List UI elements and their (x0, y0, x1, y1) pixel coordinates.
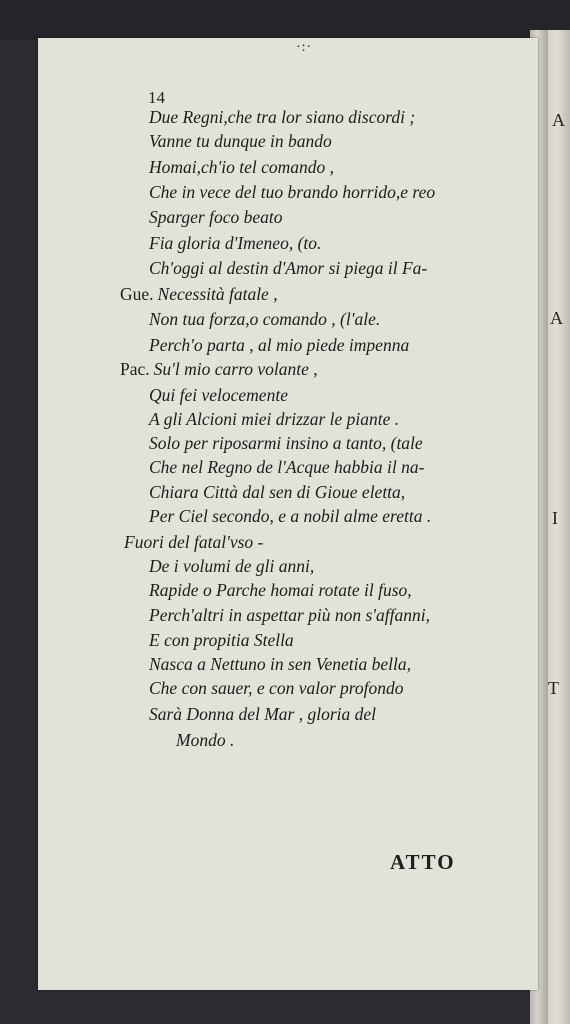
verse-line-text: Su'l mio carro volante , (153, 359, 318, 379)
facing-letter: A (550, 308, 563, 328)
verse-line (145, 407, 399, 431)
verse-line (145, 307, 380, 331)
verse-line-text: Necessità fatale , (157, 284, 278, 304)
verse-line-text: Che in vece del tuo brando horrido,e reo (149, 182, 436, 202)
verse-line-text: Fia gloria d'Imeneo, (to. (149, 233, 322, 253)
verse-line (145, 105, 415, 129)
verse-line-text: Perch'o parta , al mio piede impenna (149, 335, 410, 355)
page-ornament: ·:· (296, 40, 313, 55)
verse-line-text: E con propitia Stella (149, 630, 294, 650)
verse-line (145, 628, 294, 652)
verse-line-text: Solo per riposarmi insino a tanto, (tale (149, 433, 423, 453)
verse-line-text: Per Ciel secondo, e a nobil alme eretta . (149, 506, 432, 526)
verse-line (145, 554, 314, 578)
verse-line (120, 282, 278, 306)
verse-line (145, 431, 423, 455)
verse-line (120, 357, 318, 381)
verse-line (120, 530, 263, 554)
verse-line-text: Ch'oggi al destin d'Amor si piega il Fa- (149, 258, 428, 278)
scan-background (0, 0, 570, 40)
verse-line-text: Sparger foco beato (149, 207, 283, 227)
verse-line (145, 180, 435, 204)
verse-line (145, 155, 334, 179)
verse-line-text: Rapide o Parche homai rotate il fuso, (149, 580, 412, 600)
verse-line-text: Homai,ch'io tel comando , (149, 157, 335, 177)
verse-line (145, 455, 424, 479)
verse-line-text: Perch'altri in aspettar più non s'affanni, (149, 605, 430, 625)
verse-line (145, 205, 283, 229)
verse-line-text: De i volumi de gli anni, (149, 556, 315, 576)
verse-line (145, 702, 376, 726)
facing-letter: A (552, 110, 565, 130)
verse-line-text: Vanne tu dunque in bando (149, 131, 332, 151)
verse-line-text: Due Regni,che tra lor siano discordi ; (149, 107, 416, 127)
page-number: 14 (148, 88, 165, 107)
verse-line (145, 231, 321, 255)
verse-line (145, 256, 427, 280)
verse-line-text: Sarà Donna del Mar , gloria del (149, 704, 377, 724)
verse-line-text: Fuori del fatal'vso - (124, 532, 264, 552)
verse-line-text: Che con sauer, e con valor profondo (149, 678, 404, 698)
speaker-label: Gue. (120, 284, 154, 304)
verse-line (145, 603, 430, 627)
verse-line (145, 676, 404, 700)
verse-line (145, 504, 431, 528)
facing-letter: T (548, 678, 559, 698)
verse-line-text: Chiara Città dal sen di Gioue eletta, (149, 482, 406, 502)
verse-line-text: Che nel Regno de l'Acque habbia il na- (149, 457, 425, 477)
verse-line (145, 480, 405, 504)
verse-line (172, 728, 234, 752)
verse-line (145, 129, 332, 153)
speaker-label: Pac. (120, 359, 150, 379)
verse-line (145, 333, 409, 357)
verse-line (145, 578, 412, 602)
verse-line-text: Mondo . (176, 730, 235, 750)
catchword: ATTO (390, 850, 456, 874)
verse-line-text: Non tua forza,o comando , (l'ale. (149, 309, 381, 329)
verse-line-text: A gli Alcioni miei drizzar le piante . (149, 409, 400, 429)
verse-line (145, 652, 411, 676)
verse-line (145, 383, 288, 407)
facing-letter: I (552, 508, 558, 528)
verse-line-text: Qui fei velocemente (149, 385, 288, 405)
verse-line-text: Nasca a Nettuno in sen Venetia bella, (149, 654, 411, 674)
